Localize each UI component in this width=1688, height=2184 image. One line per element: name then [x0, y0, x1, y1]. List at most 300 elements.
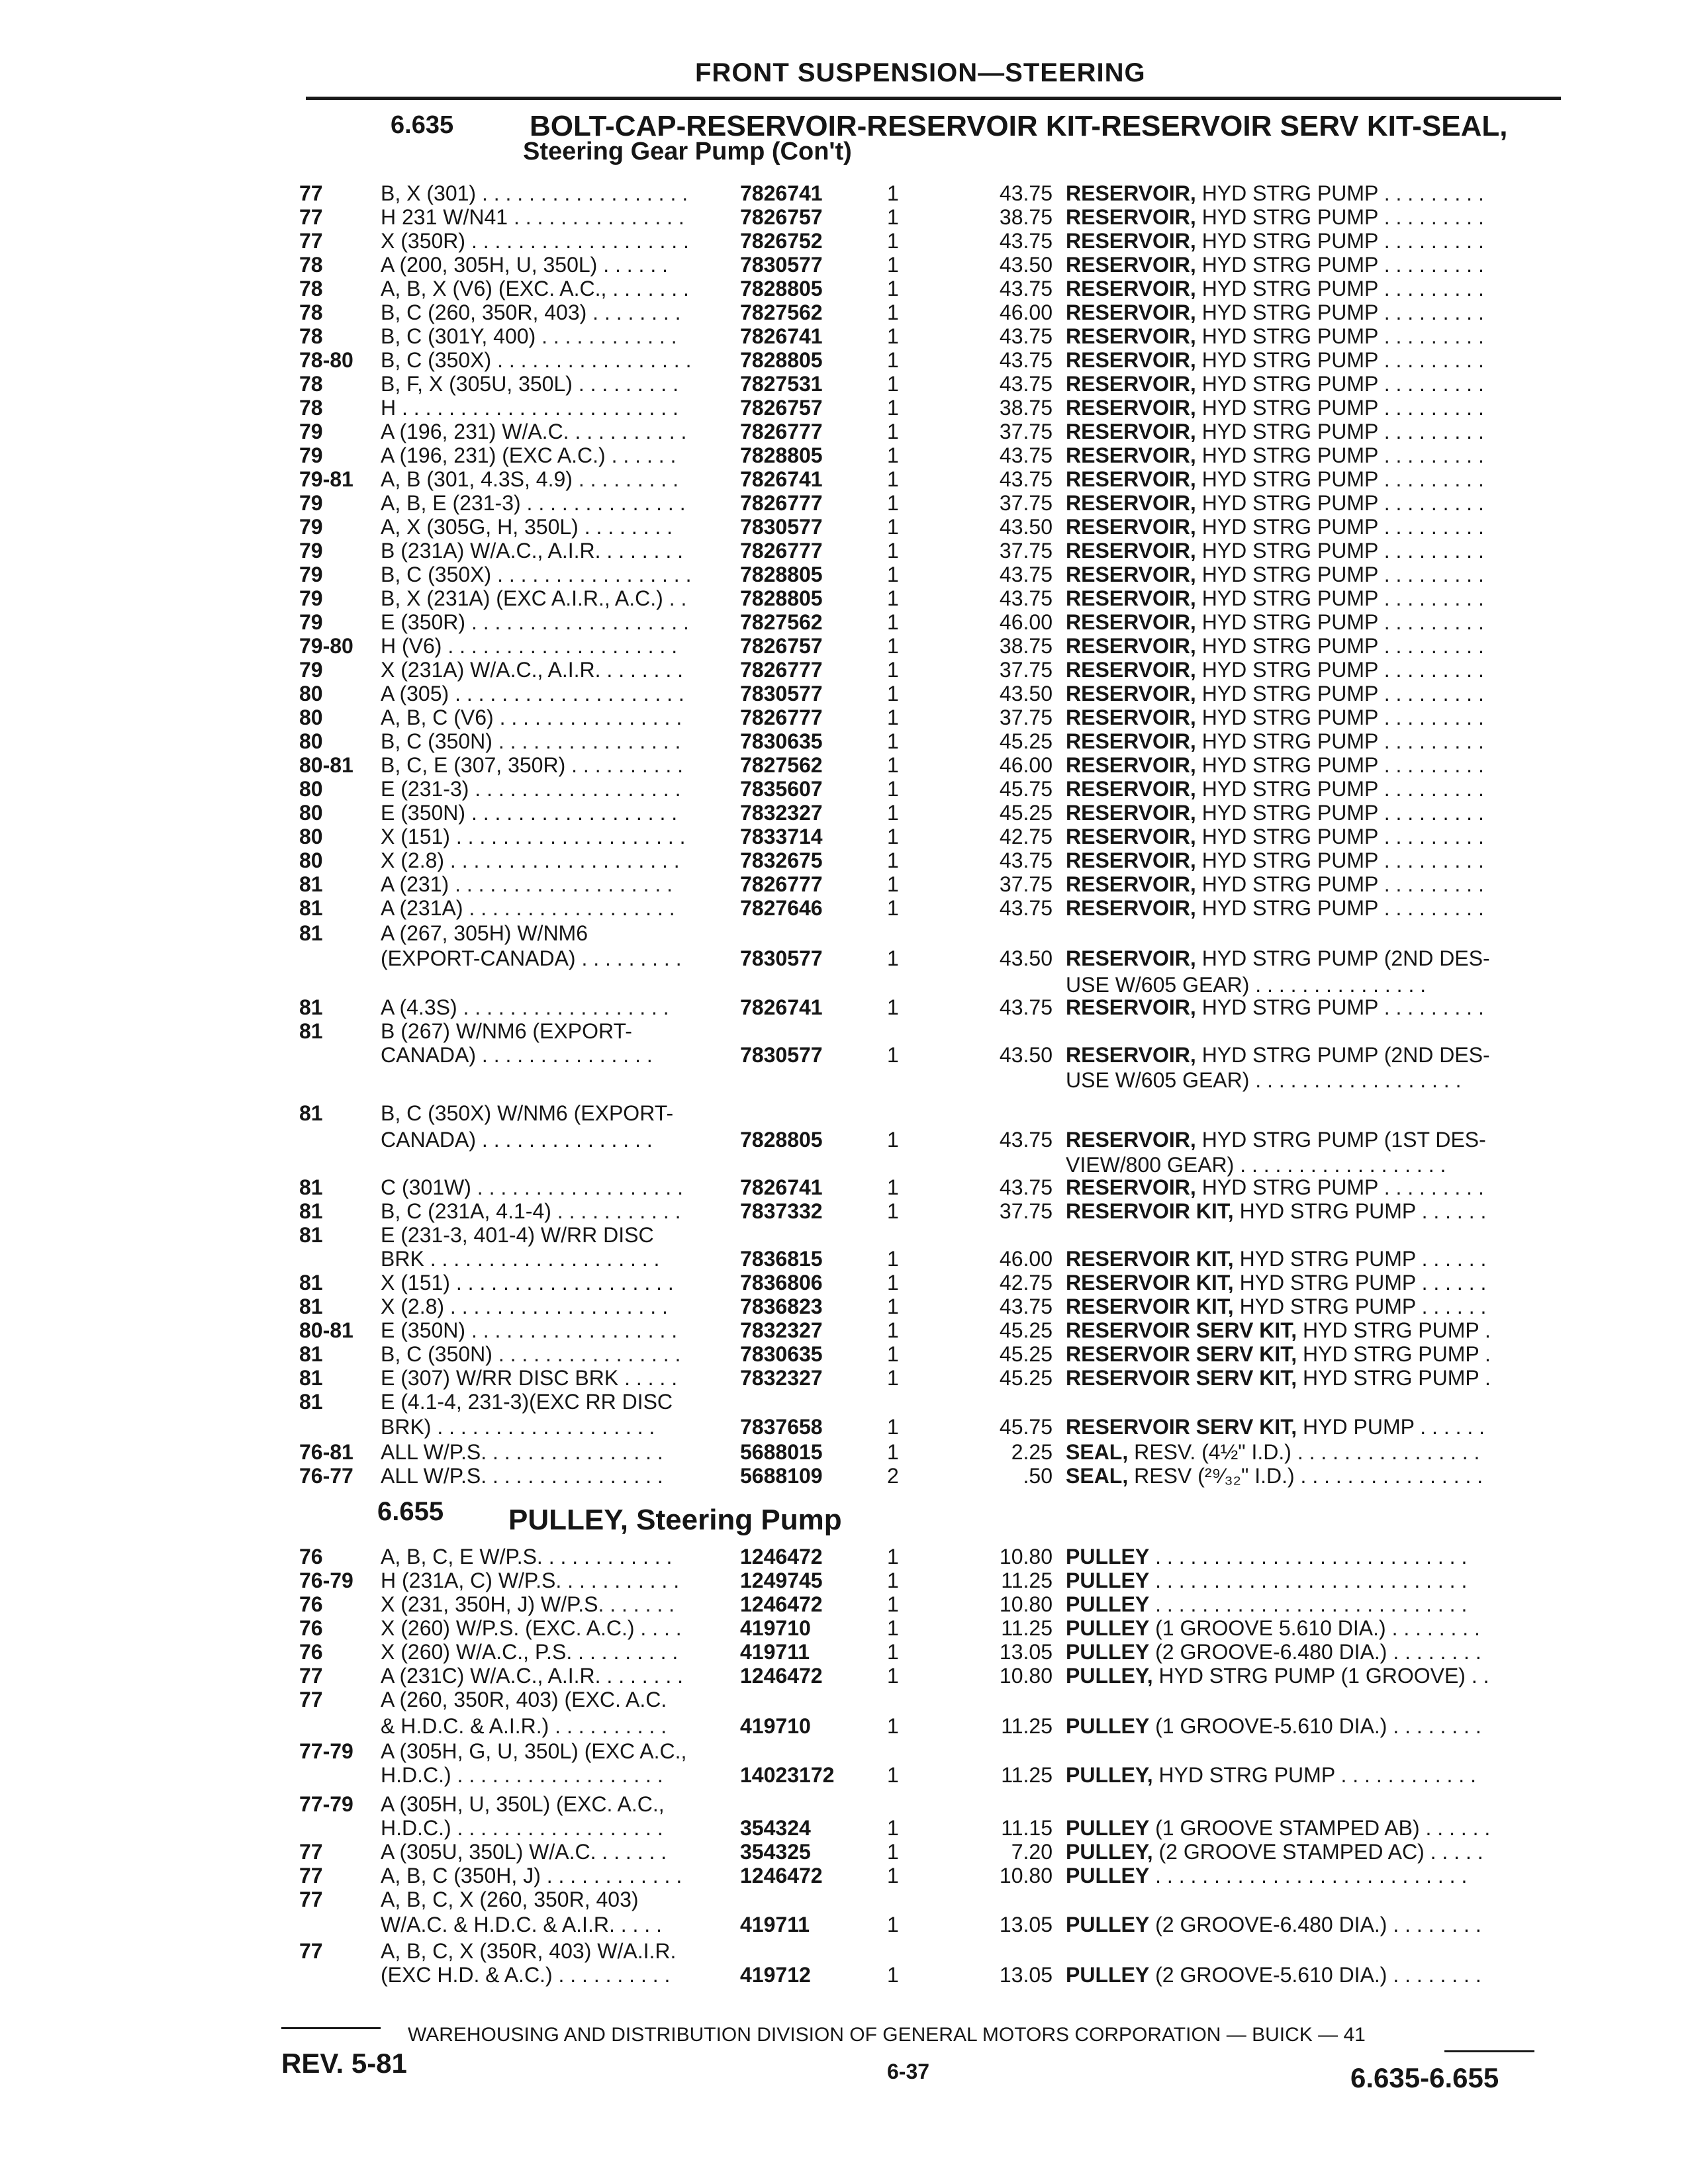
application-cell: A, B, C (V6) . . . . . . . . . . . . . . . .: [381, 705, 682, 729]
year-cell: 76-81: [299, 1440, 353, 1464]
year-cell: 77-79: [299, 1792, 353, 1816]
description-detail: HYD STRG PUMP . . . . . . . . .: [1196, 253, 1484, 277]
application-cell: E (350N) . . . . . . . . . . . . . . . . . .: [381, 1318, 678, 1342]
description-detail: HYD STRG PUMP . . . . . . . . .: [1196, 324, 1484, 348]
description-keyword: RESERVOIR,: [1066, 586, 1196, 610]
description-cell: [1066, 1913, 1549, 1937]
page-title: FRONT SUSPENSION—STEERING: [695, 58, 1146, 87]
application-cell: CANADA) . . . . . . . . . . . . . . .: [381, 1128, 653, 1152]
footer-revision: REV. 5-81: [281, 2048, 407, 2079]
parts-row: [0, 1963, 1688, 1992]
price-cell: 45.25: [999, 1342, 1053, 1366]
application-cell: A, B, E (231-3) . . . . . . . . . . . . . .: [381, 491, 686, 515]
application-cell: X (231A) W/A.C., A.I.R. . . . . . . .: [381, 658, 683, 682]
description-detail: HYD STRG PUMP . . . . . .: [1233, 1247, 1487, 1271]
quantity-cell: 1: [887, 1816, 899, 1840]
part-number-cell: 354324: [740, 1816, 811, 1840]
application-cell: B, C, E (307, 350R) . . . . . . . . . .: [381, 753, 684, 777]
description-detail: HYD STRG PUMP . . . . . . . . .: [1196, 777, 1484, 801]
quantity-cell: 1: [887, 777, 899, 801]
description-cell: [1066, 1569, 1549, 1593]
quantity-cell: 1: [887, 324, 899, 348]
part-number-cell: 7826757: [740, 396, 823, 420]
price-cell: 38.75: [999, 205, 1053, 229]
description-cell: [1066, 705, 1549, 730]
year-cell: 79: [299, 515, 323, 539]
description-cell: [1066, 777, 1549, 801]
year-cell: 77: [299, 181, 323, 205]
application-cell: ALL W/P.S. . . . . . . . . . . . . . . .: [381, 1440, 663, 1464]
description-keyword: RESERVOIR,: [1066, 825, 1196, 848]
application-cell: C (301W) . . . . . . . . . . . . . . . . . .: [381, 1175, 683, 1199]
description-cell: [1066, 634, 1549, 659]
quantity-cell: 1: [887, 1864, 899, 1888]
part-number-cell: 7830577: [740, 515, 823, 539]
quantity-cell: 1: [887, 801, 899, 825]
description-keyword: RESERVOIR KIT,: [1066, 1271, 1234, 1295]
year-cell: 77: [299, 1688, 323, 1711]
description-keyword: PULLEY: [1066, 1714, 1150, 1738]
price-cell: 43.75: [999, 586, 1053, 610]
description-detail: HYD STRG PUMP . . . . . . . . .: [1196, 586, 1484, 610]
quantity-cell: 1: [887, 1640, 899, 1664]
part-number-cell: 7837658: [740, 1415, 823, 1439]
price-cell: 43.75: [999, 229, 1053, 253]
application-cell: E (4.1-4, 231-3)(EXC RR DISC: [381, 1390, 673, 1414]
year-cell: 80-81: [299, 753, 353, 777]
description-keyword: RESERVOIR,: [1066, 181, 1196, 205]
description-detail: HYD STRG PUMP . . . . . . . . .: [1196, 848, 1484, 872]
price-cell: 37.75: [999, 491, 1053, 515]
description-detail: HYD STRG PUMP (1 GROOVE) . .: [1152, 1664, 1489, 1688]
application-cell: A (196, 231) W/A.C. . . . . . . . . . .: [381, 420, 687, 443]
year-cell: 76-79: [299, 1569, 353, 1592]
part-number-cell: 7836823: [740, 1295, 823, 1318]
price-cell: 11.25: [1001, 1569, 1053, 1592]
part-number-cell: 7826777: [740, 872, 823, 896]
quantity-cell: 1: [887, 1763, 899, 1787]
application-cell: B, F, X (305U, 350L) . . . . . . . . .: [381, 372, 679, 396]
description-keyword: PULLEY: [1066, 1640, 1150, 1664]
part-number-cell: 7828805: [740, 443, 823, 467]
description-keyword: RESERVOIR,: [1066, 443, 1196, 467]
price-cell: 7.20: [1011, 1840, 1053, 1864]
part-number-cell: 7828805: [740, 563, 823, 586]
year-cell: 77-79: [299, 1739, 353, 1763]
description-detail: HYD STRG PUMP . . . . . . . . .: [1196, 729, 1484, 753]
description-cell: [1066, 1664, 1549, 1688]
application-cell: E (231-3) . . . . . . . . . . . . . . . . . .: [381, 777, 681, 801]
part-number-cell: 7830635: [740, 1342, 823, 1366]
price-cell: 37.75: [999, 658, 1053, 682]
year-cell: 81: [299, 995, 323, 1019]
description-keyword: RESERVOIR,: [1066, 1043, 1196, 1067]
footer-rule-right: [1444, 2050, 1534, 2052]
price-cell: 45.25: [999, 1366, 1053, 1390]
quantity-cell: 1: [887, 1271, 899, 1295]
quantity-cell: 1: [887, 1199, 899, 1223]
part-number-cell: 7835607: [740, 777, 823, 801]
quantity-cell: 1: [887, 848, 899, 872]
price-cell: 43.75: [999, 1128, 1053, 1152]
description-detail: HYD STRG PUMP . . . . . . . . .: [1196, 515, 1484, 539]
price-cell: 10.80: [999, 1545, 1053, 1569]
part-number-cell: 7826741: [740, 467, 823, 491]
year-cell: 81: [299, 1271, 323, 1295]
part-number-cell: 7826741: [740, 1175, 823, 1199]
part-number-cell: 7827562: [740, 753, 823, 777]
part-number-cell: 7833714: [740, 825, 823, 848]
description-detail: . . . . . . . . . . . . . . . . . . . . . . . . . . .: [1149, 1592, 1468, 1616]
description-keyword: RESERVOIR,: [1066, 372, 1196, 396]
quantity-cell: 1: [887, 1664, 899, 1688]
description-keyword: PULLEY: [1066, 1913, 1150, 1936]
application-cell: A (200, 305H, U, 350L) . . . . . .: [381, 253, 668, 277]
description-cell: [1066, 1043, 1549, 1068]
quantity-cell: 1: [887, 1569, 899, 1592]
part-number-cell: 7827562: [740, 610, 823, 634]
description-keyword: RESERVOIR SERV KIT,: [1066, 1415, 1297, 1439]
description-keyword: RESERVOIR,: [1066, 705, 1196, 729]
part-number-cell: 7828805: [740, 586, 823, 610]
description-detail: HYD STRG PUMP . . . . . . . . .: [1196, 205, 1484, 229]
application-cell: A, B, X (V6) (EXC. A.C., . . . . . . .: [381, 277, 689, 300]
application-cell: A (305) . . . . . . . . . . . . . . . . . . . .: [381, 682, 684, 705]
quantity-cell: 1: [887, 300, 899, 324]
application-cell: CANADA) . . . . . . . . . . . . . . .: [381, 1043, 653, 1067]
quantity-cell: 1: [887, 420, 899, 443]
parts-row: [0, 1913, 1688, 1942]
application-cell: X (2.8) . . . . . . . . . . . . . . . . . . .: [381, 1295, 668, 1318]
price-cell: 43.75: [999, 277, 1053, 300]
price-cell: 10.80: [999, 1864, 1053, 1888]
quantity-cell: 1: [887, 253, 899, 277]
quantity-cell: 1: [887, 1913, 899, 1936]
quantity-cell: 1: [887, 825, 899, 848]
description-keyword: RESERVOIR,: [1066, 277, 1196, 300]
year-cell: 77: [299, 1939, 323, 1963]
price-cell: 43.75: [999, 372, 1053, 396]
description-cell: [1066, 872, 1549, 897]
price-cell: 43.75: [999, 443, 1053, 467]
year-cell: 81: [299, 921, 323, 945]
quantity-cell: 1: [887, 753, 899, 777]
part-number-cell: 7837332: [740, 1199, 823, 1223]
description-cell: [1066, 1864, 1549, 1888]
part-number-cell: 7826757: [740, 634, 823, 658]
description-keyword: RESERVOIR,: [1066, 801, 1196, 825]
description-keyword: RESERVOIR,: [1066, 205, 1196, 229]
description-detail: HYD STRG PUMP . . . . . . . . .: [1196, 563, 1484, 586]
quantity-cell: 1: [887, 1545, 899, 1569]
description-cell: [1066, 729, 1549, 754]
description-detail: HYD STRG PUMP . . . . . . . . .: [1196, 872, 1484, 896]
application-cell: A (231) . . . . . . . . . . . . . . . . . . .: [381, 872, 673, 896]
year-cell: 77: [299, 1840, 323, 1864]
footer-page-number: 6-37: [887, 2060, 930, 2083]
description-cell: [1066, 1175, 1549, 1200]
part-number-cell: 419711: [740, 1913, 810, 1936]
description-keyword: RESERVOIR,: [1066, 777, 1196, 801]
description-cell: [1066, 610, 1549, 635]
description-cell: [1066, 205, 1549, 230]
description-detail: (2 GROOVE-6.480 DIA.) . . . . . . . .: [1149, 1913, 1481, 1936]
description-keyword: RESERVOIR,: [1066, 539, 1196, 563]
description-keyword: RESERVOIR,: [1066, 515, 1196, 539]
description-keyword: RESERVOIR,: [1066, 610, 1196, 634]
description-detail: HYD STRG PUMP . . . . . . . . .: [1196, 491, 1484, 515]
description-detail: HYD STRG PUMP .: [1297, 1342, 1491, 1366]
year-cell: 76: [299, 1640, 323, 1664]
description-detail: HYD STRG PUMP . . . . . . . . .: [1196, 300, 1484, 324]
description-cell: [1066, 1271, 1549, 1295]
price-cell: 42.75: [999, 1271, 1053, 1295]
application-cell: A, B, C (350H, J) . . . . . . . . . . . .: [381, 1864, 682, 1888]
quantity-cell: 1: [887, 1440, 899, 1464]
quantity-cell: 1: [887, 1616, 899, 1640]
application-cell: X (151) . . . . . . . . . . . . . . . . . . . .: [381, 825, 686, 848]
description-detail: HYD STRG PUMP . . . . . . . . .: [1196, 995, 1484, 1019]
description-keyword: PULLEY,: [1066, 1763, 1153, 1787]
part-number-cell: 419712: [740, 1963, 811, 1987]
part-number-cell: 7836815: [740, 1247, 823, 1271]
section-number: 6.655: [377, 1497, 444, 1526]
description-keyword: PULLEY,: [1066, 1840, 1153, 1864]
part-number-cell: 419710: [740, 1616, 811, 1640]
description-keyword: RESERVOIR,: [1066, 658, 1196, 682]
year-cell: 76: [299, 1592, 323, 1616]
description-cell: [1066, 1068, 1549, 1093]
application-cell: A, B, C, E W/P.S. . . . . . . . . . . .: [381, 1545, 673, 1569]
price-cell: 13.05: [999, 1963, 1053, 1987]
description-keyword: SEAL,: [1066, 1464, 1129, 1488]
price-cell: 45.25: [999, 801, 1053, 825]
price-cell: 46.00: [999, 300, 1053, 324]
description-cell: [1066, 324, 1549, 349]
description-cell: [1066, 1247, 1549, 1271]
year-cell: 78-80: [299, 348, 353, 372]
application-cell: A (231A) . . . . . . . . . . . . . . . . . .: [381, 896, 675, 920]
description-cell: [1066, 1153, 1549, 1177]
application-cell: A (196, 231) (EXC A.C.) . . . . . .: [381, 443, 677, 467]
quantity-cell: 1: [887, 467, 899, 491]
description-keyword: PULLEY: [1066, 1816, 1150, 1840]
year-cell: 76-77: [299, 1464, 353, 1488]
description-detail: HYD STRG PUMP .: [1297, 1366, 1491, 1390]
description-keyword: RESERVOIR,: [1066, 467, 1196, 491]
price-cell: 11.25: [1001, 1616, 1053, 1640]
description-keyword: RESERVOIR,: [1066, 300, 1196, 324]
description-cell: [1066, 1963, 1549, 1987]
description-cell: [1066, 1616, 1549, 1641]
year-cell: 78: [299, 396, 323, 420]
price-cell: 37.75: [999, 420, 1053, 443]
description-keyword: RESERVOIR,: [1066, 396, 1196, 420]
description-cell: [1066, 1440, 1549, 1465]
description-keyword: PULLEY: [1066, 1616, 1150, 1640]
section-title: BOLT-CAP-RESERVOIR-RESERVOIR KIT-RESERVOIR SERV KIT-SEAL,: [530, 110, 1508, 142]
application-cell: X (350R) . . . . . . . . . . . . . . . . . . .: [381, 229, 689, 253]
description-keyword: PULLEY: [1066, 1569, 1150, 1592]
application-cell: B, C (350X) W/NM6 (EXPORT-: [381, 1101, 674, 1125]
part-number-cell: 7826757: [740, 205, 823, 229]
description-cell: [1066, 1366, 1549, 1390]
description-cell: [1066, 1640, 1549, 1664]
part-number-cell: 7836806: [740, 1271, 823, 1295]
description-cell: [1066, 1545, 1549, 1569]
description-detail: (2 GROOVE-5.610 DIA.) . . . . . . . .: [1149, 1963, 1481, 1987]
description-cell: [1066, 1592, 1549, 1617]
part-number-cell: 1246472: [740, 1592, 823, 1616]
year-cell: 80: [299, 825, 323, 848]
description-keyword: RESERVOIR,: [1066, 729, 1196, 753]
year-cell: 78: [299, 277, 323, 300]
description-keyword: RESERVOIR,: [1066, 1175, 1196, 1199]
quantity-cell: 1: [887, 348, 899, 372]
price-cell: 37.75: [999, 539, 1053, 563]
description-cell: [1066, 946, 1549, 971]
price-cell: 11.25: [1001, 1763, 1053, 1787]
price-cell: 45.75: [999, 1415, 1053, 1439]
description-detail: HYD STRG PUMP . . . . . . . . .: [1196, 277, 1484, 300]
quantity-cell: 1: [887, 372, 899, 396]
description-cell: [1066, 973, 1549, 997]
section-number: 6.635: [391, 111, 454, 139]
quantity-cell: 1: [887, 1247, 899, 1271]
description-detail: (1 GROOVE-5.610 DIA.) . . . . . . . .: [1149, 1714, 1481, 1738]
description-keyword: RESERVOIR SERV KIT,: [1066, 1318, 1297, 1342]
application-cell: BRK) . . . . . . . . . . . . . . . . . . .: [381, 1415, 655, 1439]
application-cell: B (231A) W/A.C., A.I.R. . . . . . . .: [381, 539, 683, 563]
price-cell: 37.75: [999, 1199, 1053, 1223]
quantity-cell: 1: [887, 705, 899, 729]
quantity-cell: 1: [887, 896, 899, 920]
year-cell: 77: [299, 229, 323, 253]
footer-division: WAREHOUSING AND DISTRIBUTION DIVISION OF GENERAL MOTORS CORPORATION — BUICK — 41: [408, 2024, 1366, 2046]
description-detail: HYD STRG PUMP (1ST DES-: [1196, 1128, 1486, 1152]
price-cell: 38.75: [999, 396, 1053, 420]
application-cell: (EXC H.D. & A.C.) . . . . . . . . . .: [381, 1963, 671, 1987]
description-detail: HYD STRG PUMP . . . . . . . . .: [1196, 467, 1484, 491]
application-cell: E (231-3, 401-4) W/RR DISC: [381, 1223, 654, 1247]
description-keyword: SEAL,: [1066, 1440, 1129, 1464]
application-cell: & H.D.C. & A.I.R.) . . . . . . . . . .: [381, 1714, 667, 1738]
parts-row: [0, 1464, 1688, 1493]
quantity-cell: 1: [887, 515, 899, 539]
part-number-cell: 7827531: [740, 372, 823, 396]
description-cell: [1066, 491, 1549, 516]
application-cell: H.D.C.) . . . . . . . . . . . . . . . . . .: [381, 1816, 663, 1840]
description-detail: USE W/605 GEAR) . . . . . . . . . . . . . . .: [1066, 973, 1427, 997]
description-cell: [1066, 801, 1549, 825]
parts-row: [0, 1688, 1688, 1717]
description-keyword: RESERVOIR,: [1066, 995, 1196, 1019]
price-cell: 13.05: [999, 1640, 1053, 1664]
part-number-cell: 14023172: [740, 1763, 835, 1787]
application-cell: B, C (350N) . . . . . . . . . . . . . . . .: [381, 1342, 681, 1366]
application-cell: X (151) . . . . . . . . . . . . . . . . . . .: [381, 1271, 674, 1295]
price-cell: 11.15: [1001, 1816, 1053, 1840]
price-cell: 43.75: [999, 348, 1053, 372]
price-cell: 43.75: [999, 896, 1053, 920]
year-cell: 77: [299, 1664, 323, 1688]
price-cell: 43.50: [999, 253, 1053, 277]
application-cell: H 231 W/N41 . . . . . . . . . . . . . . .: [381, 205, 684, 229]
quantity-cell: 1: [887, 443, 899, 467]
application-cell: H.D.C.) . . . . . . . . . . . . . . . . . .: [381, 1763, 663, 1787]
part-number-cell: 5688015: [740, 1440, 823, 1464]
part-number-cell: 7830577: [740, 253, 823, 277]
year-cell: 80: [299, 848, 323, 872]
quantity-cell: 1: [887, 946, 899, 970]
quantity-cell: 1: [887, 1592, 899, 1616]
part-number-cell: 7832675: [740, 848, 823, 872]
description-keyword: RESERVOIR,: [1066, 848, 1196, 872]
price-cell: 37.75: [999, 872, 1053, 896]
year-cell: 79: [299, 610, 323, 634]
description-detail: HYD STRG PUMP . . . . . .: [1233, 1199, 1487, 1223]
year-cell: 78: [299, 372, 323, 396]
description-detail: HYD STRG PUMP . . . . . . . . .: [1196, 753, 1484, 777]
application-cell: X (2.8) . . . . . . . . . . . . . . . . . . . .: [381, 848, 680, 872]
description-detail: HYD STRG PUMP . . . . . . . . .: [1196, 396, 1484, 420]
description-keyword: RESERVOIR,: [1066, 229, 1196, 253]
description-detail: HYD STRG PUMP . . . . . . . . .: [1196, 825, 1484, 848]
description-cell: [1066, 682, 1549, 706]
description-cell: [1066, 396, 1549, 420]
price-cell: 45.25: [999, 729, 1053, 753]
application-cell: B (267) W/NM6 (EXPORT-: [381, 1019, 632, 1043]
quantity-cell: 1: [887, 1714, 899, 1738]
description-detail: HYD STRG PUMP . . . . . . . . .: [1196, 348, 1484, 372]
part-number-cell: 7832327: [740, 1318, 823, 1342]
description-detail: HYD STRG PUMP . . . . . .: [1233, 1295, 1487, 1318]
description-detail: HYD STRG PUMP . . . . . . . . .: [1196, 1175, 1484, 1199]
year-cell: 81: [299, 1199, 323, 1223]
quantity-cell: 1: [887, 491, 899, 515]
part-number-cell: 7826777: [740, 539, 823, 563]
price-cell: 2.25: [1011, 1440, 1053, 1464]
year-cell: 81: [299, 1366, 323, 1390]
description-detail: (1 GROOVE STAMPED AB) . . . . . .: [1149, 1816, 1491, 1840]
application-cell: W/A.C. & H.D.C. & A.I.R. . . . .: [381, 1913, 662, 1936]
description-keyword: RESERVOIR,: [1066, 682, 1196, 705]
description-cell: [1066, 1415, 1549, 1439]
application-cell: A, B (301, 4.3S, 4.9) . . . . . . . . .: [381, 467, 679, 491]
description-detail: VIEW/800 GEAR) . . . . . . . . . . . . . . . . . .: [1066, 1153, 1446, 1177]
year-cell: 79-81: [299, 467, 353, 491]
price-cell: 43.75: [999, 848, 1053, 872]
description-detail: HYD STRG PUMP . . . . . . . . .: [1196, 705, 1484, 729]
application-cell: E (307) W/RR DISC BRK . . . . .: [381, 1366, 678, 1390]
quantity-cell: 1: [887, 1128, 899, 1152]
application-cell: H (231A, C) W/P.S. . . . . . . . . . .: [381, 1569, 680, 1592]
part-number-cell: 1249745: [740, 1569, 823, 1592]
description-cell: [1066, 443, 1549, 468]
quantity-cell: 1: [887, 1175, 899, 1199]
part-number-cell: 7832327: [740, 1366, 823, 1390]
quantity-cell: 1: [887, 205, 899, 229]
price-cell: 46.00: [999, 753, 1053, 777]
price-cell: 13.05: [999, 1913, 1053, 1936]
description-keyword: PULLEY: [1066, 1592, 1150, 1616]
year-cell: 80: [299, 777, 323, 801]
part-number-cell: 7832327: [740, 801, 823, 825]
quantity-cell: 1: [887, 682, 899, 705]
quantity-cell: 1: [887, 1342, 899, 1366]
description-detail: (1 GROOVE 5.610 DIA.) . . . . . . . .: [1149, 1616, 1480, 1640]
year-cell: 76: [299, 1616, 323, 1640]
